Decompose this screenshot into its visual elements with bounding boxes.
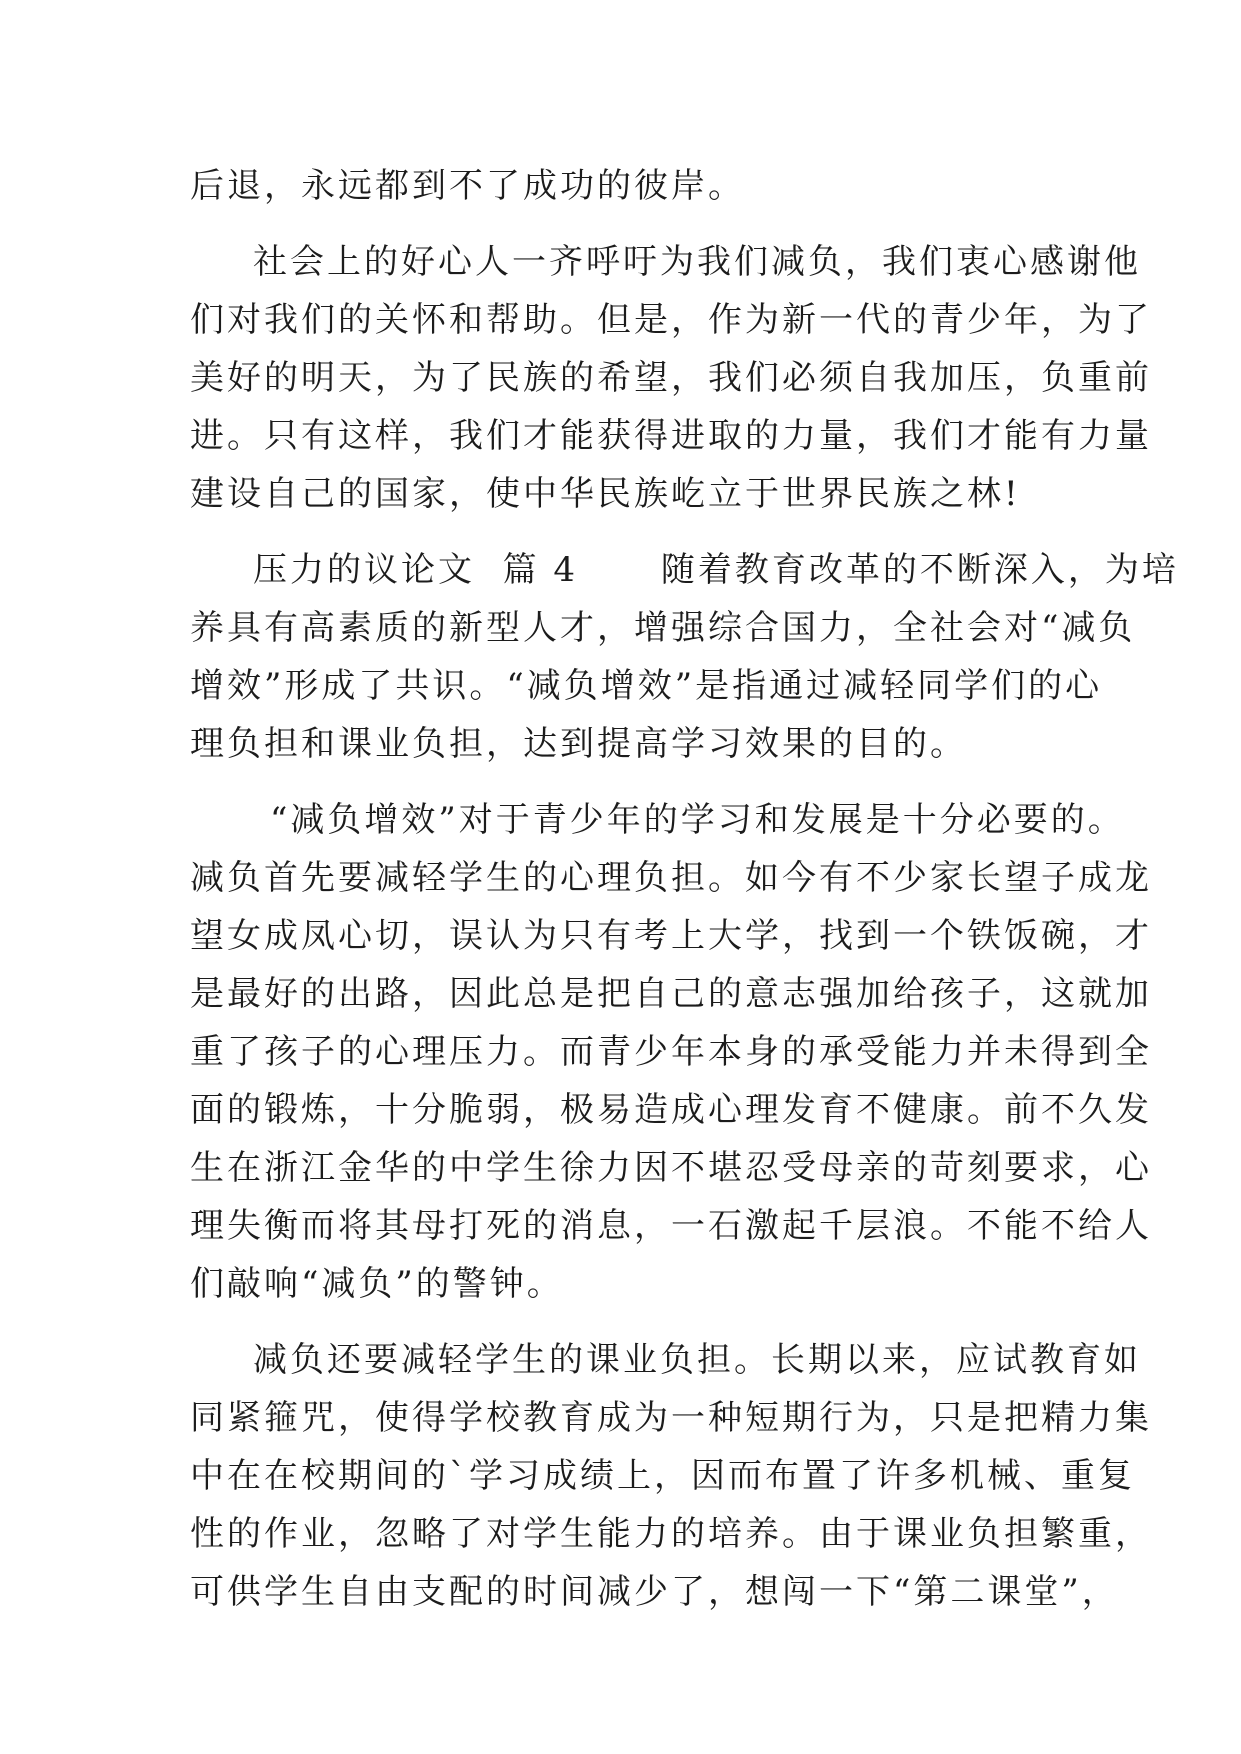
text-line: 进。只有这样，我们才能获得进取的力量，我们才能有力量: [190, 416, 1152, 456]
text-line: 们敲响“减负”的警钟。: [190, 1264, 564, 1304]
text-line: 生在浙江金华的中学生徐力因不堪忍受母亲的苛刻要求，心: [190, 1148, 1152, 1188]
text-line: 同紧箍咒，使得学校教育成为一种短期行为，只是把精力集: [190, 1398, 1152, 1438]
text-line: 压力的议论文 篇 4 随着教育改革的不断深入，为培: [253, 550, 1179, 590]
text-line: 望女成凤心切，误认为只有考上大学，找到一个铁饭碗，才: [190, 916, 1152, 956]
text-line: 性的作业，忽略了对学生能力的培养。由于课业负担繁重，: [190, 1514, 1152, 1554]
text-line: 重了孩子的心理压力。而青少年本身的承受能力并未得到全: [190, 1032, 1152, 1072]
text-line: 减负首先要减轻学生的心理负担。如今有不少家长望子成龙: [190, 858, 1152, 898]
text-line: 建设自己的国家，使中华民族屹立于世界民族之林!: [190, 474, 1021, 514]
paragraph-4: [190, 791, 1152, 1313]
text-line: 社会上的好心人一齐呼吁为我们减负，我们衷心感谢他: [253, 242, 1141, 282]
text-line: 们对我们的关怀和帮助。但是，作为新一代的青少年，为了: [190, 300, 1152, 340]
text-line: “减负增效”对于青少年的学习和发展是十分必要的。: [270, 800, 1125, 840]
paragraph-5: [190, 1331, 1152, 1621]
text-line: 是最好的出路，因此总是把自己的意志强加给孩子，这就加: [190, 974, 1152, 1014]
text-line: 养具有高素质的新型人才，增强综合国力，全社会对“减负: [190, 608, 1136, 648]
text-line: 面的锻炼，十分脆弱，极易造成心理发育不健康。前不久发: [190, 1090, 1152, 1130]
text-line: 理负担和课业负担，达到提高学习效果的目的。: [190, 724, 967, 764]
text-line: 减负还要减轻学生的课业负担。长期以来，应试教育如: [253, 1340, 1141, 1380]
text-line: 理失衡而将其母打死的消息，一石激起千层浪。不能不给人: [190, 1206, 1152, 1246]
paragraph-2: [190, 233, 1152, 523]
text-line: 美好的明天，为了民族的希望，我们必须自我加压，负重前: [190, 358, 1152, 398]
paragraph-3: [190, 541, 1179, 773]
paragraph-1: [190, 157, 1070, 215]
body-text: [190, 157, 1179, 1621]
text-line: 可供学生自由支配的时间减少了，想闯一下“第二课堂”，: [190, 1572, 1119, 1612]
text-line: 中在在校期间的`学习成绩上，因而布置了许多机械、重复: [190, 1456, 1135, 1496]
text-line: 增效”形成了共识。“减负增效”是指通过减轻同学们的心: [190, 666, 1103, 706]
text-line: 后退，永远都到不了成功的彼岸。: [190, 166, 745, 206]
